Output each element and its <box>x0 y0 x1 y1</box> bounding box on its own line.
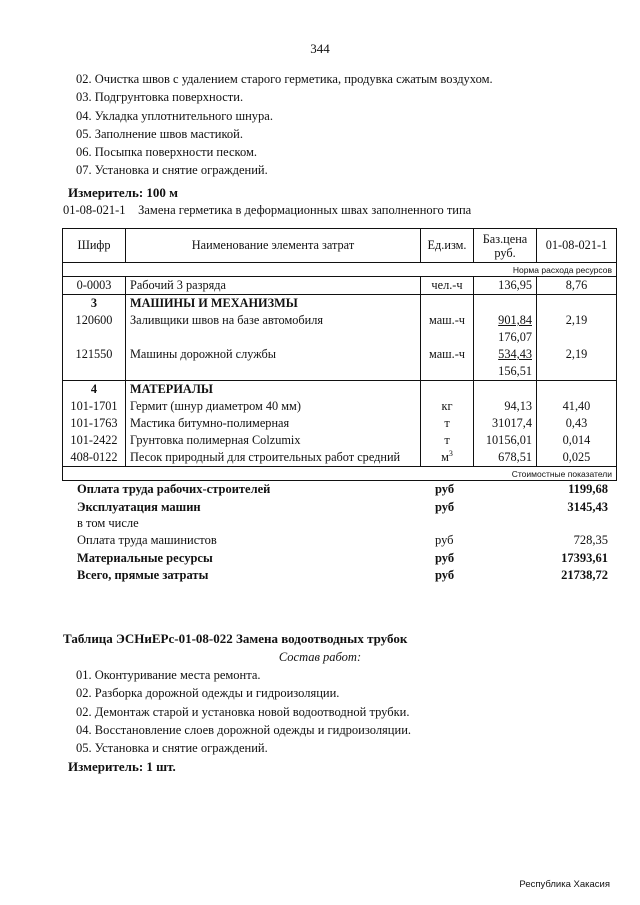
summary-label: Оплата труда машинистов <box>77 533 217 547</box>
cell-unit: чел.-ч <box>421 277 474 295</box>
summary-unit: руб <box>435 482 455 496</box>
cost-label-row <box>63 467 617 481</box>
summary-value: 21738,72 <box>561 568 608 582</box>
work-step: 04. Восстановление слоев дорожной одежды и гидроизоляции. <box>76 722 412 737</box>
header-code: Шифр <box>63 229 126 263</box>
cell-norm: 41,40 <box>537 398 617 415</box>
header-name: Наименование элемента затрат <box>126 229 421 263</box>
header-unit: Ед.изм. <box>421 229 474 263</box>
work-step: 05. Установка и снятие ограждений. <box>76 741 268 756</box>
cell-norm: 8,76 <box>537 277 617 295</box>
work-step: 07. Установка и снятие ограждений. <box>76 163 268 178</box>
summary-label: Эксплуатация машин <box>77 500 201 514</box>
cell-unit <box>421 449 474 467</box>
cell-code: 120600 <box>63 312 126 329</box>
cell-code: 0-0003 <box>63 277 126 295</box>
work-steps-top <box>76 70 493 180</box>
table-row-sub <box>63 363 617 381</box>
work-step: 02. Демонтаж старой и установка новой водоотводной трубки. <box>76 704 410 719</box>
table-row-sub <box>63 329 617 346</box>
cell-code: 408-0122 <box>63 449 126 467</box>
cell-code: 101-1701 <box>63 398 126 415</box>
cell-unit: маш.-ч <box>421 346 474 363</box>
header-price-line1: Баз.цена <box>482 231 528 246</box>
cell-code: 121550 <box>63 346 126 363</box>
summary-value: 728,35 <box>573 533 608 547</box>
price-value: 901,84 <box>498 313 532 327</box>
work-step: 05. Заполнение швов мастикой. <box>76 126 243 141</box>
work-steps-bottom <box>76 666 411 757</box>
summary-value: 17393,61 <box>561 551 608 565</box>
cell-price: 10156,01 <box>474 432 537 449</box>
header-price-line2: руб. <box>494 245 516 260</box>
meter-top: Измеритель: 100 м <box>68 185 179 200</box>
work-step: 02. Разборка дорожной одежды и гидроизоляции. <box>76 686 340 701</box>
work-step: 03. Подгрунтовка поверхности. <box>76 90 244 105</box>
cell-price: 31017,4 <box>474 415 537 432</box>
section-number: 4 <box>63 381 126 399</box>
summary-value: 1199,68 <box>568 482 608 496</box>
unit-superscript: 3 <box>448 449 453 459</box>
table-heading <box>63 203 471 218</box>
cell-unit: т <box>421 432 474 449</box>
cell-name: Грунтовка полимерная Colzumix <box>126 432 421 449</box>
table-row <box>63 277 617 295</box>
section-row <box>63 295 617 313</box>
norm-label: Норма расхода ресурсов <box>63 263 617 277</box>
cell-price: 136,95 <box>474 277 537 295</box>
cell-unit: т <box>421 415 474 432</box>
cell-name: Гермит (шнур диаметром 40 мм) <box>126 398 421 415</box>
summary-unit: руб <box>435 500 455 514</box>
work-step: 02. Очистка швов с удалением старого герметика, продувка сжатым воздухом. <box>76 72 493 86</box>
table-code-title: Замена герметика в деформационных швах заполненного типа <box>138 203 472 217</box>
table-row <box>63 432 617 449</box>
work-step: 06. Посыпка поверхности песком. <box>76 145 258 160</box>
cell-price-secondary: 176,07 <box>474 329 537 346</box>
unit-text: м <box>441 450 449 465</box>
page-number: 344 <box>310 41 330 56</box>
cell-price-secondary: 156,51 <box>474 363 537 381</box>
cell-name: Рабочий 3 разряда <box>126 277 421 295</box>
work-step: 04. Укладка уплотнительного шнура. <box>76 108 273 123</box>
cell-name: Машины дорожной службы <box>126 346 421 363</box>
cell-code: 101-1763 <box>63 415 126 432</box>
summary-unit: руб <box>435 551 455 565</box>
summary-label: Оплата труда рабочих-строителей <box>77 482 271 496</box>
cell-price: 678,51 <box>474 449 537 467</box>
work-step: 01. Оконтуривание места ремонта. <box>76 668 261 682</box>
cost-label: Стоимостные показатели <box>474 467 617 481</box>
summary-unit: руб <box>435 533 454 547</box>
cell-norm: 2,19 <box>537 346 617 363</box>
summary-label: Всего, прямые затраты <box>77 568 209 582</box>
section-number: 3 <box>63 295 126 313</box>
table-code: 01-08-021-1 <box>63 203 126 217</box>
summary-unit: руб <box>435 568 455 582</box>
table-row <box>63 346 617 363</box>
section-title: МАТЕРИАЛЫ <box>126 381 421 399</box>
meter-bottom: Измеритель: 1 шт. <box>68 759 176 774</box>
footer-region: Республика Хакасия <box>519 879 610 890</box>
table-row <box>63 449 617 467</box>
cell-name: Песок природный для строительных работ средний <box>126 449 421 467</box>
section-title: МАШИНЫ И МЕХАНИЗМЫ <box>126 295 421 313</box>
cell-code: 101-2422 <box>63 432 126 449</box>
section-row <box>63 381 617 399</box>
header-norm: 01-08-021-1 <box>537 229 617 263</box>
cell-unit: маш.-ч <box>421 312 474 329</box>
cell-norm: 0,43 <box>537 415 617 432</box>
table-row <box>63 312 617 329</box>
cell-norm: 2,19 <box>537 312 617 329</box>
table-row <box>63 398 617 415</box>
cell-price: 94,13 <box>474 398 537 415</box>
cell-norm: 0,014 <box>537 432 617 449</box>
resource-table <box>62 228 617 481</box>
cell-unit: кг <box>421 398 474 415</box>
summary-label: в том числе <box>77 516 139 530</box>
table2-title: Таблица ЭСНиЕРс-01-08-022 Замена водоотводных трубок <box>63 631 408 646</box>
norm-label-row <box>63 263 617 277</box>
table-row <box>63 415 617 432</box>
cell-norm: 0,025 <box>537 449 617 467</box>
composition-label: Состав работ: <box>278 650 362 664</box>
price-value: 534,43 <box>498 347 532 361</box>
cell-price <box>474 346 537 363</box>
summary-label: Материальные ресурсы <box>77 551 213 565</box>
cell-name: Мастика битумно-полимерная <box>126 415 421 432</box>
header-price <box>474 229 537 263</box>
cell-price <box>474 312 537 329</box>
summary-value: 3145,43 <box>567 500 608 514</box>
table-header-row <box>63 229 617 263</box>
cell-name: Заливщики швов на базе автомобиля <box>126 312 421 329</box>
